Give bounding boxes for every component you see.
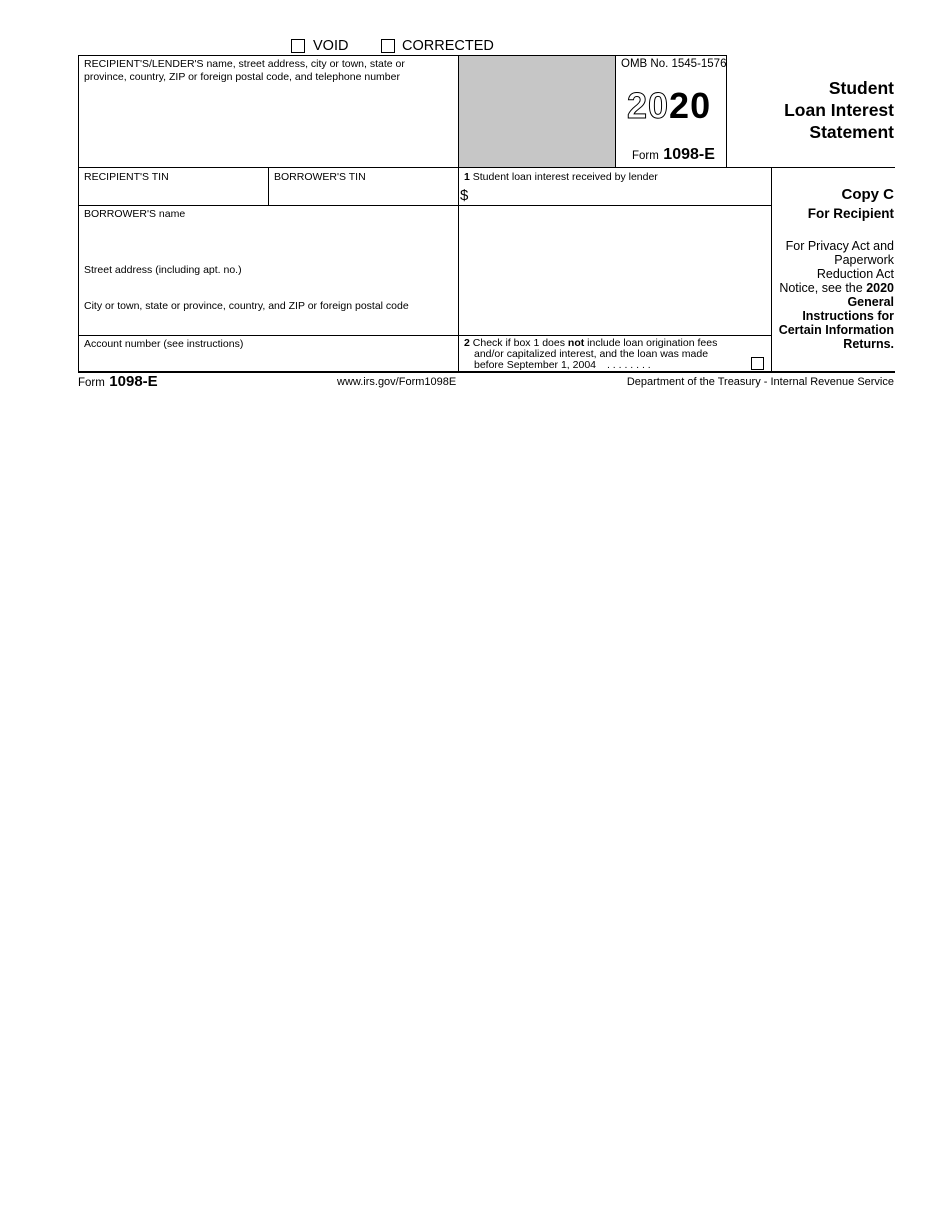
void-label: VOID	[313, 38, 349, 54]
copy-subtitle: For Recipient	[807, 206, 894, 221]
privacy-line2: Paperwork	[834, 253, 894, 267]
footer-url[interactable]: www.irs.gov/Form1098E	[337, 376, 457, 388]
privacy-line6: Instructions for	[802, 309, 894, 323]
borrower-city-label: City or town, state or province, country, and ZIP or foreign postal code	[84, 300, 409, 312]
privacy-line3: Reduction Act	[816, 267, 894, 281]
box2-text-bold: not	[567, 337, 585, 349]
form-title-line3: Statement	[809, 122, 894, 142]
privacy-line4-year: 2020	[866, 281, 894, 295]
bottom-rule	[78, 371, 895, 373]
tax-year-solid: 20	[669, 85, 712, 126]
privacy-line1: For Privacy Act and	[785, 239, 894, 253]
box2-line3	[474, 360, 651, 371]
rule-below-recipient	[78, 167, 895, 168]
privacy-line7: Certain Information	[778, 323, 894, 337]
box2-text-a: Check if box 1 does	[472, 337, 565, 349]
box2-checkbox[interactable]	[751, 357, 764, 370]
recipient-label: RECIPIENT'S/LENDER'S name, street address, city or town, state or province, country, ZIP or foreign postal code, and telephone number	[84, 58, 405, 83]
divider-copy	[771, 167, 772, 372]
box2-number: 2	[464, 337, 470, 349]
box1-currency: $	[460, 187, 469, 204]
box1-label	[464, 171, 658, 184]
omb-number: OMB No. 1545-1576	[621, 58, 727, 70]
borrower-name-label: BORROWER'S name	[84, 208, 186, 220]
box2-leader-dots: . . . . . . . .	[606, 359, 651, 371]
privacy-line8: Returns.	[843, 337, 894, 351]
borrower-tin-label: BORROWER'S TIN	[274, 171, 366, 183]
divider-recipient-omb	[458, 55, 459, 372]
omb-form-name: 1098-E	[663, 146, 715, 163]
form-title-line2: Loan Interest	[784, 100, 894, 120]
privacy-line5: General	[847, 295, 894, 309]
privacy-line4-text: Notice, see the	[779, 281, 863, 295]
copy-title: Copy C	[841, 186, 894, 203]
rule-below-borrower	[78, 335, 771, 336]
divider-omb-title	[726, 55, 727, 167]
tax-year	[627, 86, 711, 134]
footer-department: Department of the Treasury - Internal Revenue Service	[626, 376, 894, 388]
footer-form-prefix: Form	[78, 377, 105, 389]
footer-form-id	[78, 374, 158, 391]
left-border	[78, 55, 79, 372]
divider-gray-omb	[615, 55, 616, 167]
privacy-line4	[779, 281, 894, 295]
form-title-line1: Student	[828, 78, 894, 98]
top-rule	[78, 55, 726, 56]
box1-number: 1	[464, 171, 470, 183]
omb-form-id	[632, 146, 715, 165]
box1-text: Student loan interest received by lender	[472, 171, 658, 183]
omb-form-prefix: Form	[632, 150, 659, 162]
footer-form-name: 1098-E	[109, 373, 158, 390]
corrected-checkbox[interactable]	[381, 39, 395, 53]
divider-tins	[268, 167, 269, 205]
recipient-tin-label: RECIPIENT'S TIN	[84, 171, 169, 183]
account-number-label: Account number (see instructions)	[84, 338, 244, 350]
shaded-area	[459, 56, 615, 167]
box2-text-b: include loan origination fees	[587, 337, 718, 349]
borrower-street-label: Street address (including apt. no.)	[84, 264, 242, 276]
tax-year-outline: 20	[627, 85, 670, 126]
corrected-label: CORRECTED	[402, 38, 494, 54]
box2-line2: and/or capitalized interest, and the loan was made	[474, 348, 709, 360]
box2-line3-text: before September 1, 2004	[474, 359, 597, 371]
rule-below-tins	[78, 205, 771, 206]
void-checkbox[interactable]	[291, 39, 305, 53]
